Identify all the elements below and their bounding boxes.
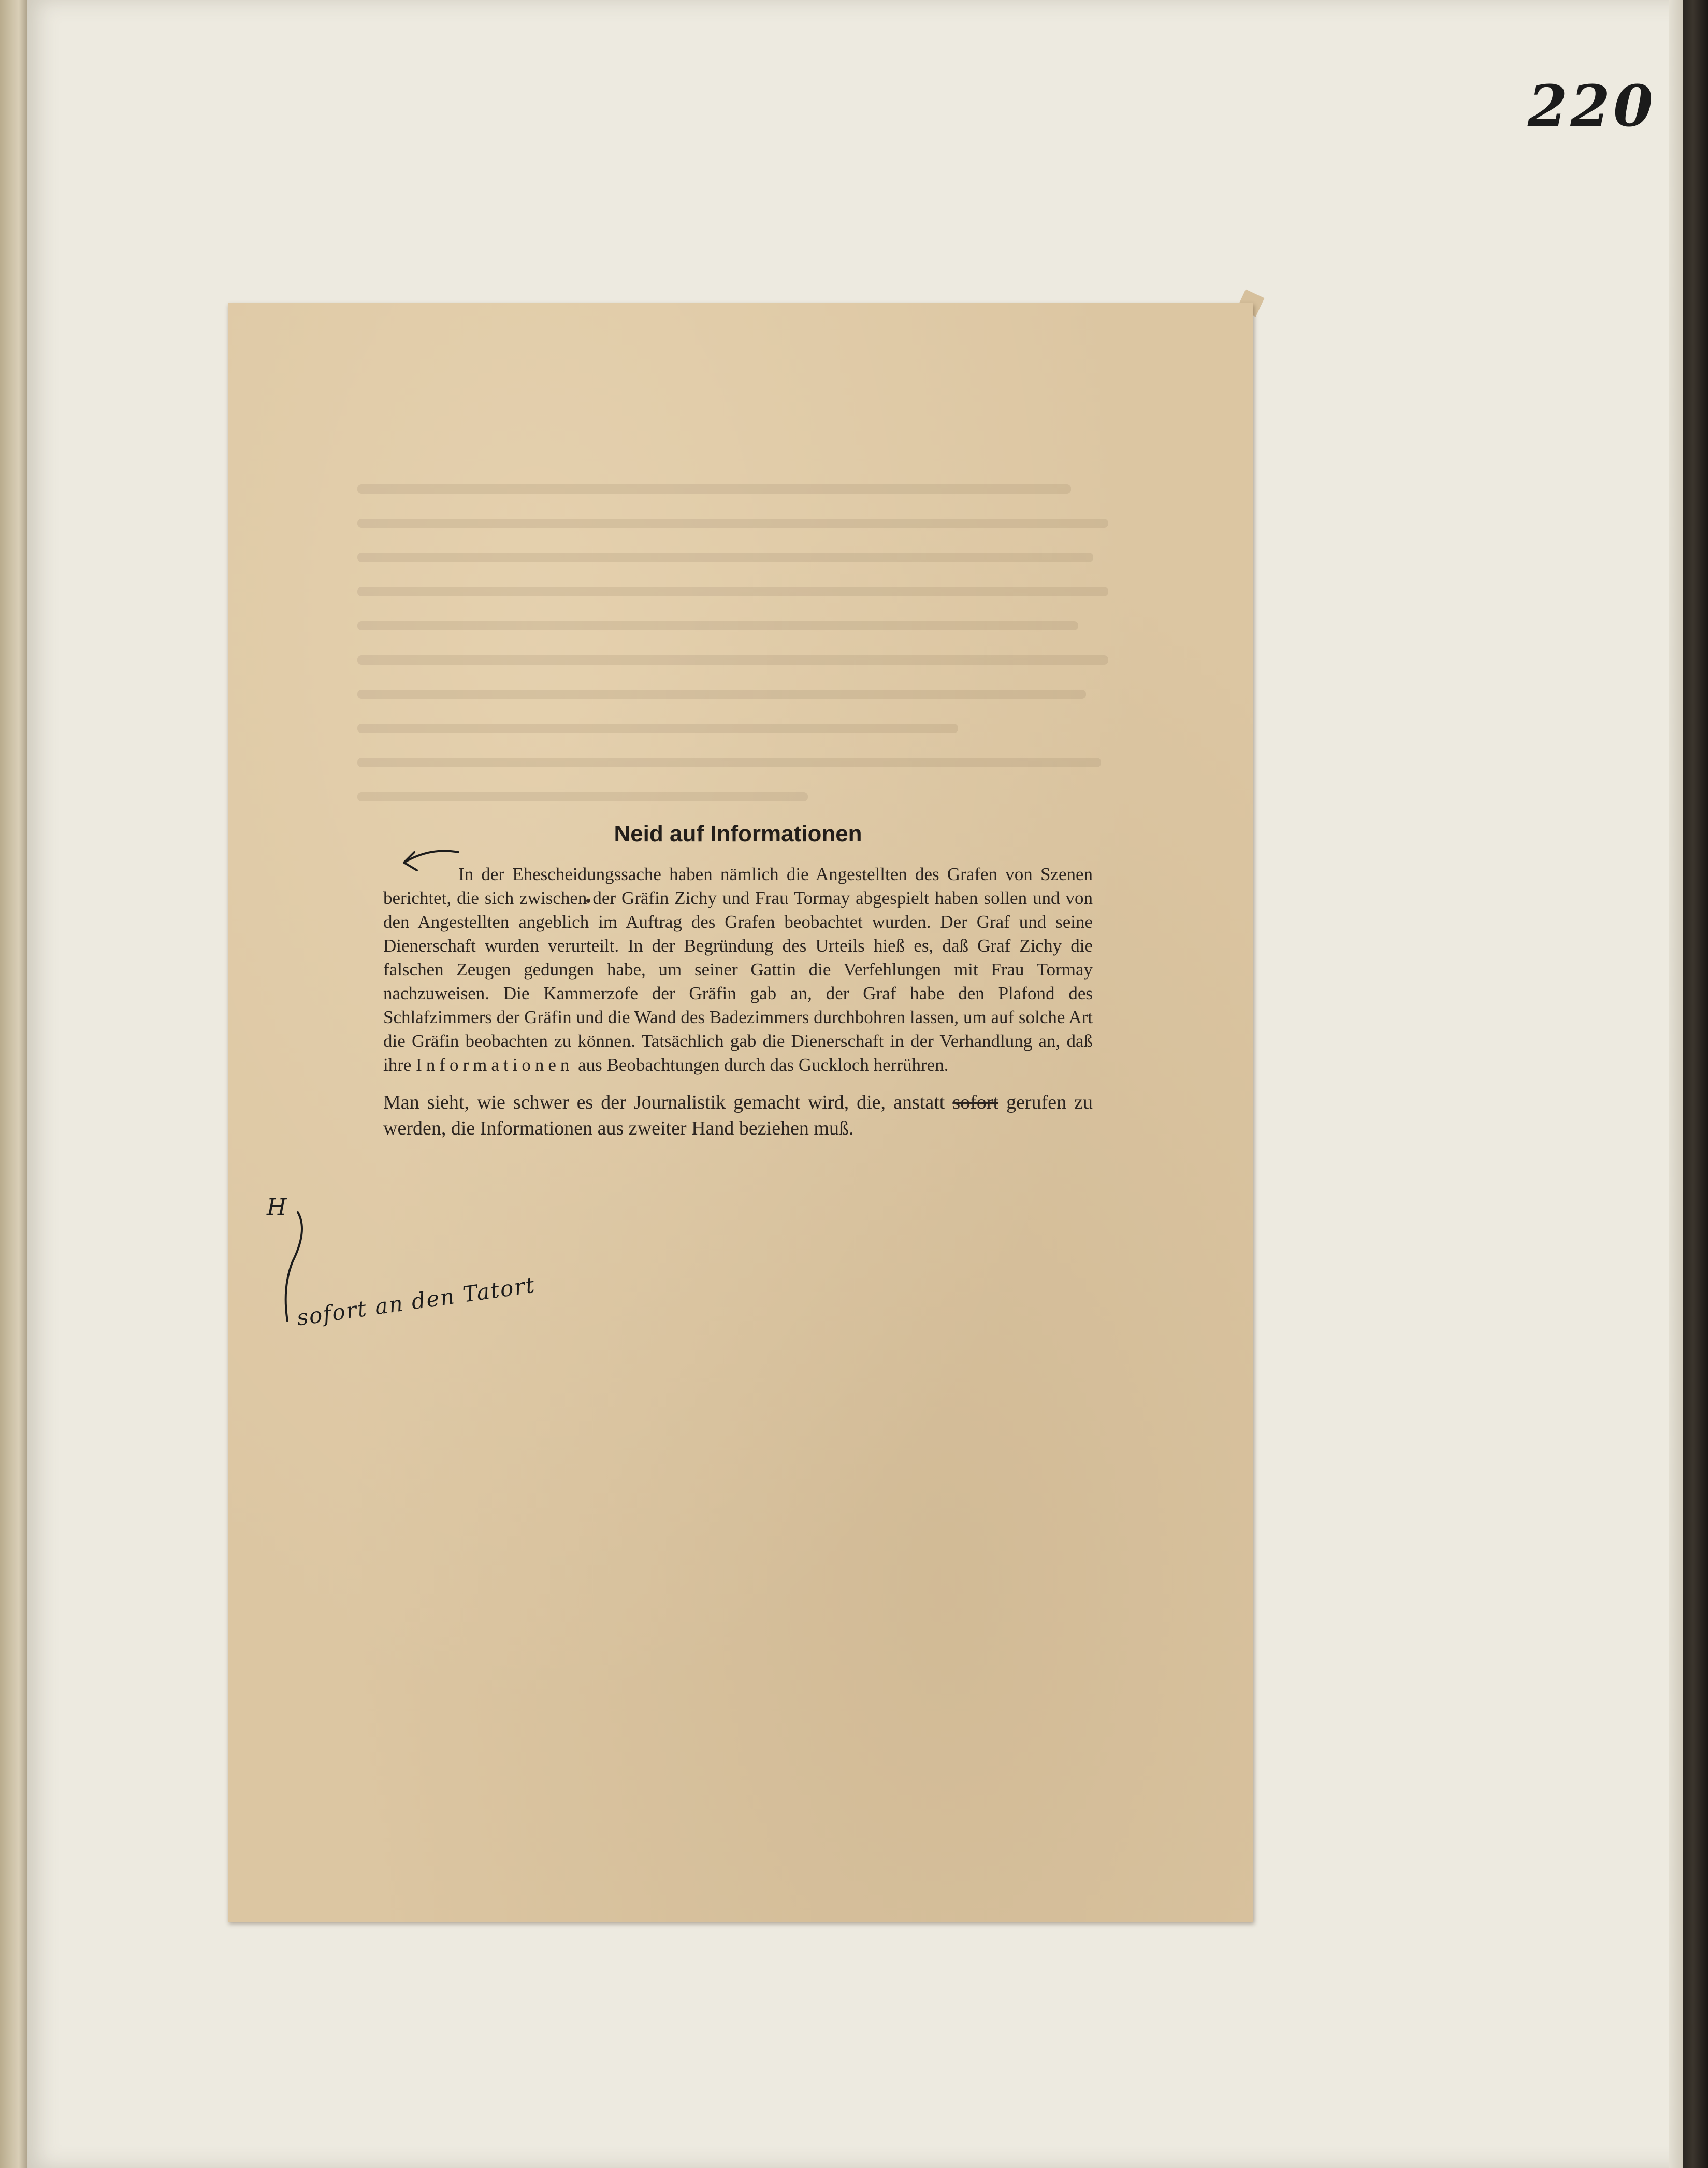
paragraph-1-tail: aus Beobachtungen durch das Guckloch herrühren. xyxy=(578,1055,949,1075)
struck-word: sofort xyxy=(952,1092,999,1113)
paragraph-1-line: lassen, um auf solche Art die Gräfin beobachten zu können. xyxy=(383,1007,1093,1051)
paragraph-1-line: Tatsächlich gab die Dienerschaft in der Verhandlung an, daß ihre xyxy=(383,1031,1093,1075)
handwritten-letter-h: H xyxy=(267,1194,287,1221)
article xyxy=(383,821,1093,1141)
paragraph-1-line: Frau Tormay abgespielt haben sollen und von den Angestellten xyxy=(383,888,1093,932)
paragraph-1-line: Kammerzofe der Gräfin gab an, der Graf habe den Plafond des xyxy=(543,983,1093,1003)
paragraph-1-line: In der Ehescheidungssache haben nämlich die Angestellten des xyxy=(458,864,939,884)
paragraph-1-line: Grafen von Szenen berichtet, die sich zwischen der Gräfin Zichy und xyxy=(383,864,1093,908)
previous-page-edge xyxy=(0,0,31,2168)
article-paragraph-1 xyxy=(383,863,1093,1077)
handwritten-marginal-note: sofort an den Tatort xyxy=(295,1272,537,1331)
paragraph-2-line-3: Hand beziehen muß. xyxy=(691,1117,854,1139)
newspaper-clipping xyxy=(228,303,1253,1922)
paragraph-1-line: seine Dienerschaft wurden verurteilt. In der Begründung des Urteils xyxy=(383,912,1093,956)
article-paragraph-2 xyxy=(383,1089,1093,1141)
paragraph-1-line: angeblich im Auftrag des Grafen beobachtet wurden. Der Graf und xyxy=(518,912,1047,932)
binding-edge xyxy=(1683,0,1708,2168)
handwritten-arrow-icon xyxy=(394,842,461,878)
paragraph-1-line: Schlafzimmers der Gräfin und die Wand des Badezimmers durchbohren xyxy=(383,1007,905,1027)
spaced-word-informationen: Informationen xyxy=(416,1055,574,1075)
folio-number: 220 xyxy=(1528,73,1656,139)
article-headline: Neid auf Informationen xyxy=(614,821,862,846)
paragraph-2-after-strike: gerufen zu werden, die Informationen aus zweiter xyxy=(383,1092,1093,1139)
bleed-through-text xyxy=(357,484,1108,1883)
paragraph-1-line: hieß es, daß Graf Zichy die falschen Zeugen gedungen habe, um xyxy=(383,936,1093,980)
paragraph-1-line: seiner Gattin die Verfehlungen mit Frau Tormay nachzuweisen. Die xyxy=(383,959,1093,1003)
paragraph-2-before-strike: anstatt xyxy=(893,1092,945,1113)
paragraph-2-line-1: Man sieht, wie schwer es der Journalistik gemacht wird, die, xyxy=(383,1092,886,1113)
page-right-strip xyxy=(1669,0,1684,2168)
